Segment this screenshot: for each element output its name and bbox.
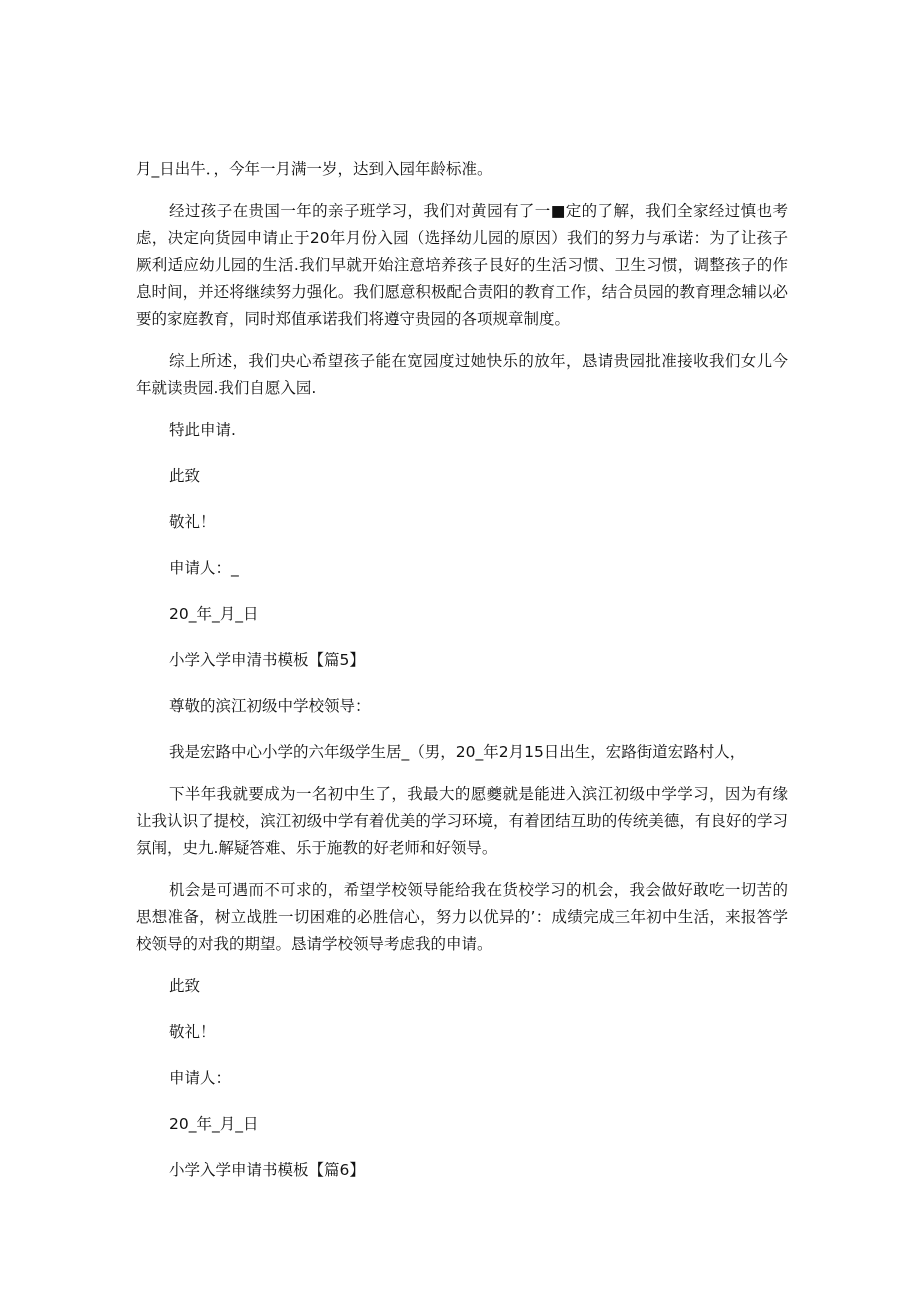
paragraph-summary-request: 综上所述，我们央心希望孩子能在宽园度过她快乐的放年，恳请贵园批准接收我们女儿今年就读贵园.我们自愿入园. [136, 352, 788, 397]
closing-special-request: 特此申请. [169, 421, 236, 439]
closing-salutation-2: 此致 [169, 977, 201, 995]
template-heading-6: 小学入学申请书模板【篇6】 [169, 1161, 365, 1179]
applicant-line: 申请人：_ [169, 559, 239, 577]
recipient-line: 尊敬的滨江初级中学校领导： [169, 697, 371, 715]
closing-respect-2: 敬礼！ [169, 1023, 216, 1041]
closing-respect: 敬礼！ [169, 513, 216, 531]
template-heading-5: 小学入学申清书模板【篇5】 [169, 651, 365, 669]
date-line-2: 20_年_月_日 [169, 1115, 259, 1133]
applicant-line-2: 申请人： [169, 1069, 232, 1087]
paragraph-parent-commitment: 经过孩子在贵国一年的亲子班学习，我们对黄园有了一■定的了解，我们全家经过慎也考虑，决定向货园申请止于20年月份入园（选择幼儿园的原因）我们的努力与承诺：为了让孩子厥利适应幼儿园的生活.我们早就开始注意培养孩子艮好的生活习惯、卫生习惯，调整孩子的作息时间，并还将继续努力强化。我们愿意积极配合责阳的教育工作，结合员园的教育理念辅以必要的家庭教育，同时郑值承诺我们将遵守贵园的各项规章制度。 [136, 202, 788, 328]
student-introduction: 我是宏路中心小学的六年级学生居_（男，20_年2月15日出生，宏路街道宏路村人， [169, 743, 746, 761]
student-wish-paragraph: 下半年我就要成为一名初中生了，我最大的愿夔就是能进入滨江初级中学学习，因为有缘让我认识了提校，滨江初级中学有着优美的学习环境，有着团结互助的传统美德，有良好的学习氛闱，史九.解疑答难、乐于施教的好老师和好领导。 [136, 785, 788, 857]
closing-salutation: 此致 [169, 467, 201, 485]
paragraph-birth-date: 月_日出牛．，今年一月满一岁，达到入园年龄标准。 [136, 160, 493, 178]
student-commitment-paragraph: 机会是可遇而不可求的，希望学校领导能给我在货校学习的机会，我会做好敢吃一切苦的思想准备，树立战胜一切困难的必胜信心，努力以优异的’：成绩完成三年初中生活，来报答学校领导的对我的期望。恳请学校领导考虑我的申请。 [136, 881, 788, 953]
date-line: 20_年_月_日 [169, 605, 259, 623]
document-body [136, 156, 788, 1203]
